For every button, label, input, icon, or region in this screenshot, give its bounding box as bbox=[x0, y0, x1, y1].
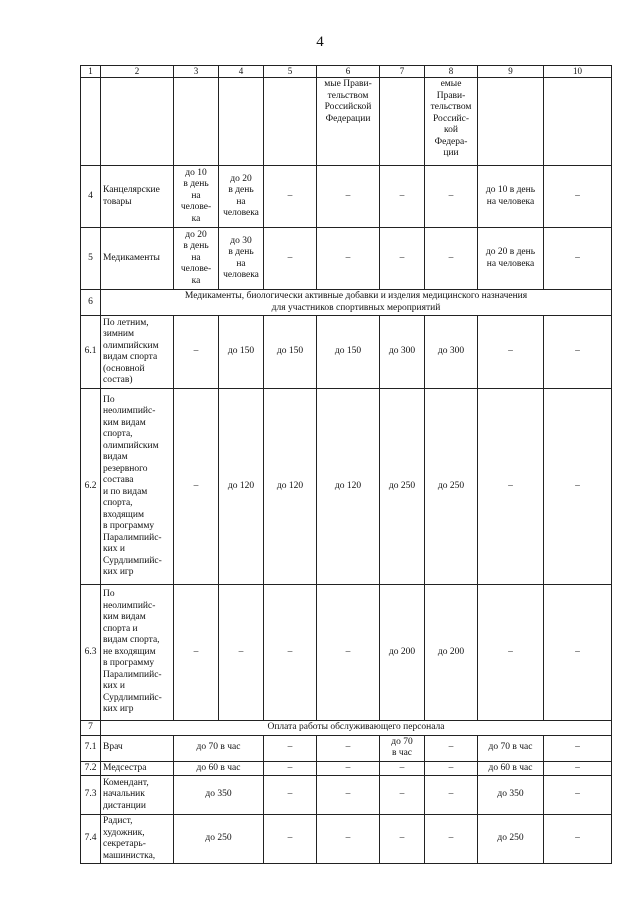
table-row bbox=[81, 585, 612, 721]
table-cell: Медикаменты bbox=[101, 228, 174, 290]
table-cell: – bbox=[425, 166, 478, 228]
norms-table bbox=[80, 65, 612, 864]
page-number: 4 bbox=[316, 34, 324, 50]
table-cell: до 150 bbox=[219, 316, 264, 389]
table-cell: до 250 bbox=[478, 815, 544, 864]
table-cell: – bbox=[317, 166, 380, 228]
table-cell: до 70 в час bbox=[380, 735, 425, 761]
table-cell: – bbox=[478, 389, 544, 585]
table-row bbox=[81, 228, 612, 290]
table-cell: – bbox=[264, 815, 317, 864]
table-cell: – bbox=[544, 776, 612, 815]
header-cell: 3 bbox=[174, 66, 219, 78]
table-row bbox=[81, 761, 612, 776]
table-cell: – bbox=[174, 316, 219, 389]
table-cell: до 250 bbox=[174, 815, 264, 864]
table-cell: – bbox=[264, 735, 317, 761]
table-cell: – bbox=[317, 761, 380, 776]
table-cell: 5 bbox=[81, 228, 101, 290]
table-cell: до 250 bbox=[425, 389, 478, 585]
table-cell: 6.1 bbox=[81, 316, 101, 389]
table-cell: до 20 в день на челове- ка bbox=[174, 228, 219, 290]
table-cell: – bbox=[544, 228, 612, 290]
table-cell: По неолимпийс- ким видам спорта, олимпийским видам резервного состава и по видам спорта, входящим в программу Паралимпийс- ких и Сурдлимпийс- ких игр bbox=[101, 389, 174, 585]
table-cell: – bbox=[264, 166, 317, 228]
table-cell: до 10 в день на челове- ка bbox=[174, 166, 219, 228]
table-cell: – bbox=[317, 735, 380, 761]
table-cell: до 350 bbox=[174, 776, 264, 815]
table-cell: 7.4 bbox=[81, 815, 101, 864]
table-cell: – bbox=[478, 316, 544, 389]
table-cell: до 300 bbox=[380, 316, 425, 389]
table-cell: – bbox=[478, 585, 544, 721]
table-row bbox=[81, 166, 612, 228]
table-cell: – bbox=[264, 761, 317, 776]
cell-col6: мые Прави- тельством Российской Федерации bbox=[317, 78, 380, 166]
table-row bbox=[81, 815, 612, 864]
table-cell: 6 bbox=[81, 290, 101, 316]
header-cell: 4 bbox=[219, 66, 264, 78]
section-title: Оплата работы обслуживающего персонала bbox=[101, 721, 612, 736]
table-cell: По летним, зимним олимпийским видам спорта (основной состав) bbox=[101, 316, 174, 389]
table-row bbox=[81, 316, 612, 389]
table-cell: до 200 bbox=[425, 585, 478, 721]
table-cell: 7.3 bbox=[81, 776, 101, 815]
header-cell: 6 bbox=[317, 66, 380, 78]
table-cell: – bbox=[425, 815, 478, 864]
table-cell: – bbox=[380, 228, 425, 290]
table-cell: – bbox=[174, 585, 219, 721]
table-cell: – bbox=[544, 585, 612, 721]
table-cell: – bbox=[380, 815, 425, 864]
table-cell: – bbox=[380, 776, 425, 815]
table-cell: Медсестра bbox=[101, 761, 174, 776]
table-cell: Врач bbox=[101, 735, 174, 761]
table-cell: – bbox=[264, 228, 317, 290]
table-cell: – bbox=[317, 228, 380, 290]
table-cell: – bbox=[219, 585, 264, 721]
table-cell: до 300 bbox=[425, 316, 478, 389]
table-cell: до 120 bbox=[317, 389, 380, 585]
table-cell: – bbox=[174, 389, 219, 585]
table-row bbox=[81, 776, 612, 815]
header-cell: 8 bbox=[425, 66, 478, 78]
table-cell: – bbox=[544, 316, 612, 389]
table-cell: до 70 в час bbox=[174, 735, 264, 761]
table-cell: – bbox=[544, 166, 612, 228]
section-title: Медикаменты, биологически активные добавки и изделия медицинского назначения для участников спортивных мероприятий bbox=[101, 290, 612, 316]
table-cell: – bbox=[264, 585, 317, 721]
continuation-row bbox=[81, 78, 612, 166]
table-cell: Комендант, начальник дистанции bbox=[101, 776, 174, 815]
table-cell: до 250 bbox=[380, 389, 425, 585]
table-cell: до 150 bbox=[317, 316, 380, 389]
header-cell: 7 bbox=[380, 66, 425, 78]
table-cell: – bbox=[544, 389, 612, 585]
table-row bbox=[81, 389, 612, 585]
header-cell: 1 bbox=[81, 66, 101, 78]
table-cell: Радист, художник, секретарь- машинистка, bbox=[101, 815, 174, 864]
table-cell: – bbox=[317, 585, 380, 721]
table-cell: – bbox=[264, 776, 317, 815]
table-cell: 6.3 bbox=[81, 585, 101, 721]
table-cell: 6.2 bbox=[81, 389, 101, 585]
table-cell: до 20 в день на человека bbox=[219, 166, 264, 228]
table-cell: до 60 в час bbox=[174, 761, 264, 776]
table-cell: 7.1 bbox=[81, 735, 101, 761]
header-cell: 2 bbox=[101, 66, 174, 78]
table-cell: до 30 в день на человека bbox=[219, 228, 264, 290]
table-cell: – bbox=[317, 815, 380, 864]
header-cell: 10 bbox=[544, 66, 612, 78]
table-cell: Канцелярские товары bbox=[101, 166, 174, 228]
table-cell: – bbox=[425, 228, 478, 290]
table-cell: – bbox=[544, 761, 612, 776]
table-cell: до 60 в час bbox=[478, 761, 544, 776]
table-cell: до 200 bbox=[380, 585, 425, 721]
table-row bbox=[81, 735, 612, 761]
table-cell: – bbox=[544, 815, 612, 864]
table-cell: до 120 bbox=[219, 389, 264, 585]
header-cell: 5 bbox=[264, 66, 317, 78]
table-cell: – bbox=[425, 761, 478, 776]
table-cell: до 350 bbox=[478, 776, 544, 815]
table-cell: – bbox=[317, 776, 380, 815]
table-cell: – bbox=[544, 735, 612, 761]
table-cell: до 20 в день на человека bbox=[478, 228, 544, 290]
table-cell: – bbox=[380, 166, 425, 228]
table-cell: до 70 в час bbox=[478, 735, 544, 761]
table-cell: до 150 bbox=[264, 316, 317, 389]
header-row bbox=[81, 66, 612, 78]
table-cell: 4 bbox=[81, 166, 101, 228]
section-row bbox=[81, 290, 612, 316]
section-row bbox=[81, 721, 612, 736]
table-cell: – bbox=[425, 776, 478, 815]
table-cell: По неолимпийс- ким видам спорта и видам спорта, не входящим в программу Паралимпийс- ких и Сурдлимпийс- ких игр bbox=[101, 585, 174, 721]
table-cell: 7.2 bbox=[81, 761, 101, 776]
header-cell: 9 bbox=[478, 66, 544, 78]
table-cell: – bbox=[425, 735, 478, 761]
cell-col8: емые Прави- тельством Российс- кой Федера- ции bbox=[425, 78, 478, 166]
table-cell: до 10 в день на человека bbox=[478, 166, 544, 228]
table-cell: до 120 bbox=[264, 389, 317, 585]
table-cell: – bbox=[380, 761, 425, 776]
table-cell: 7 bbox=[81, 721, 101, 736]
